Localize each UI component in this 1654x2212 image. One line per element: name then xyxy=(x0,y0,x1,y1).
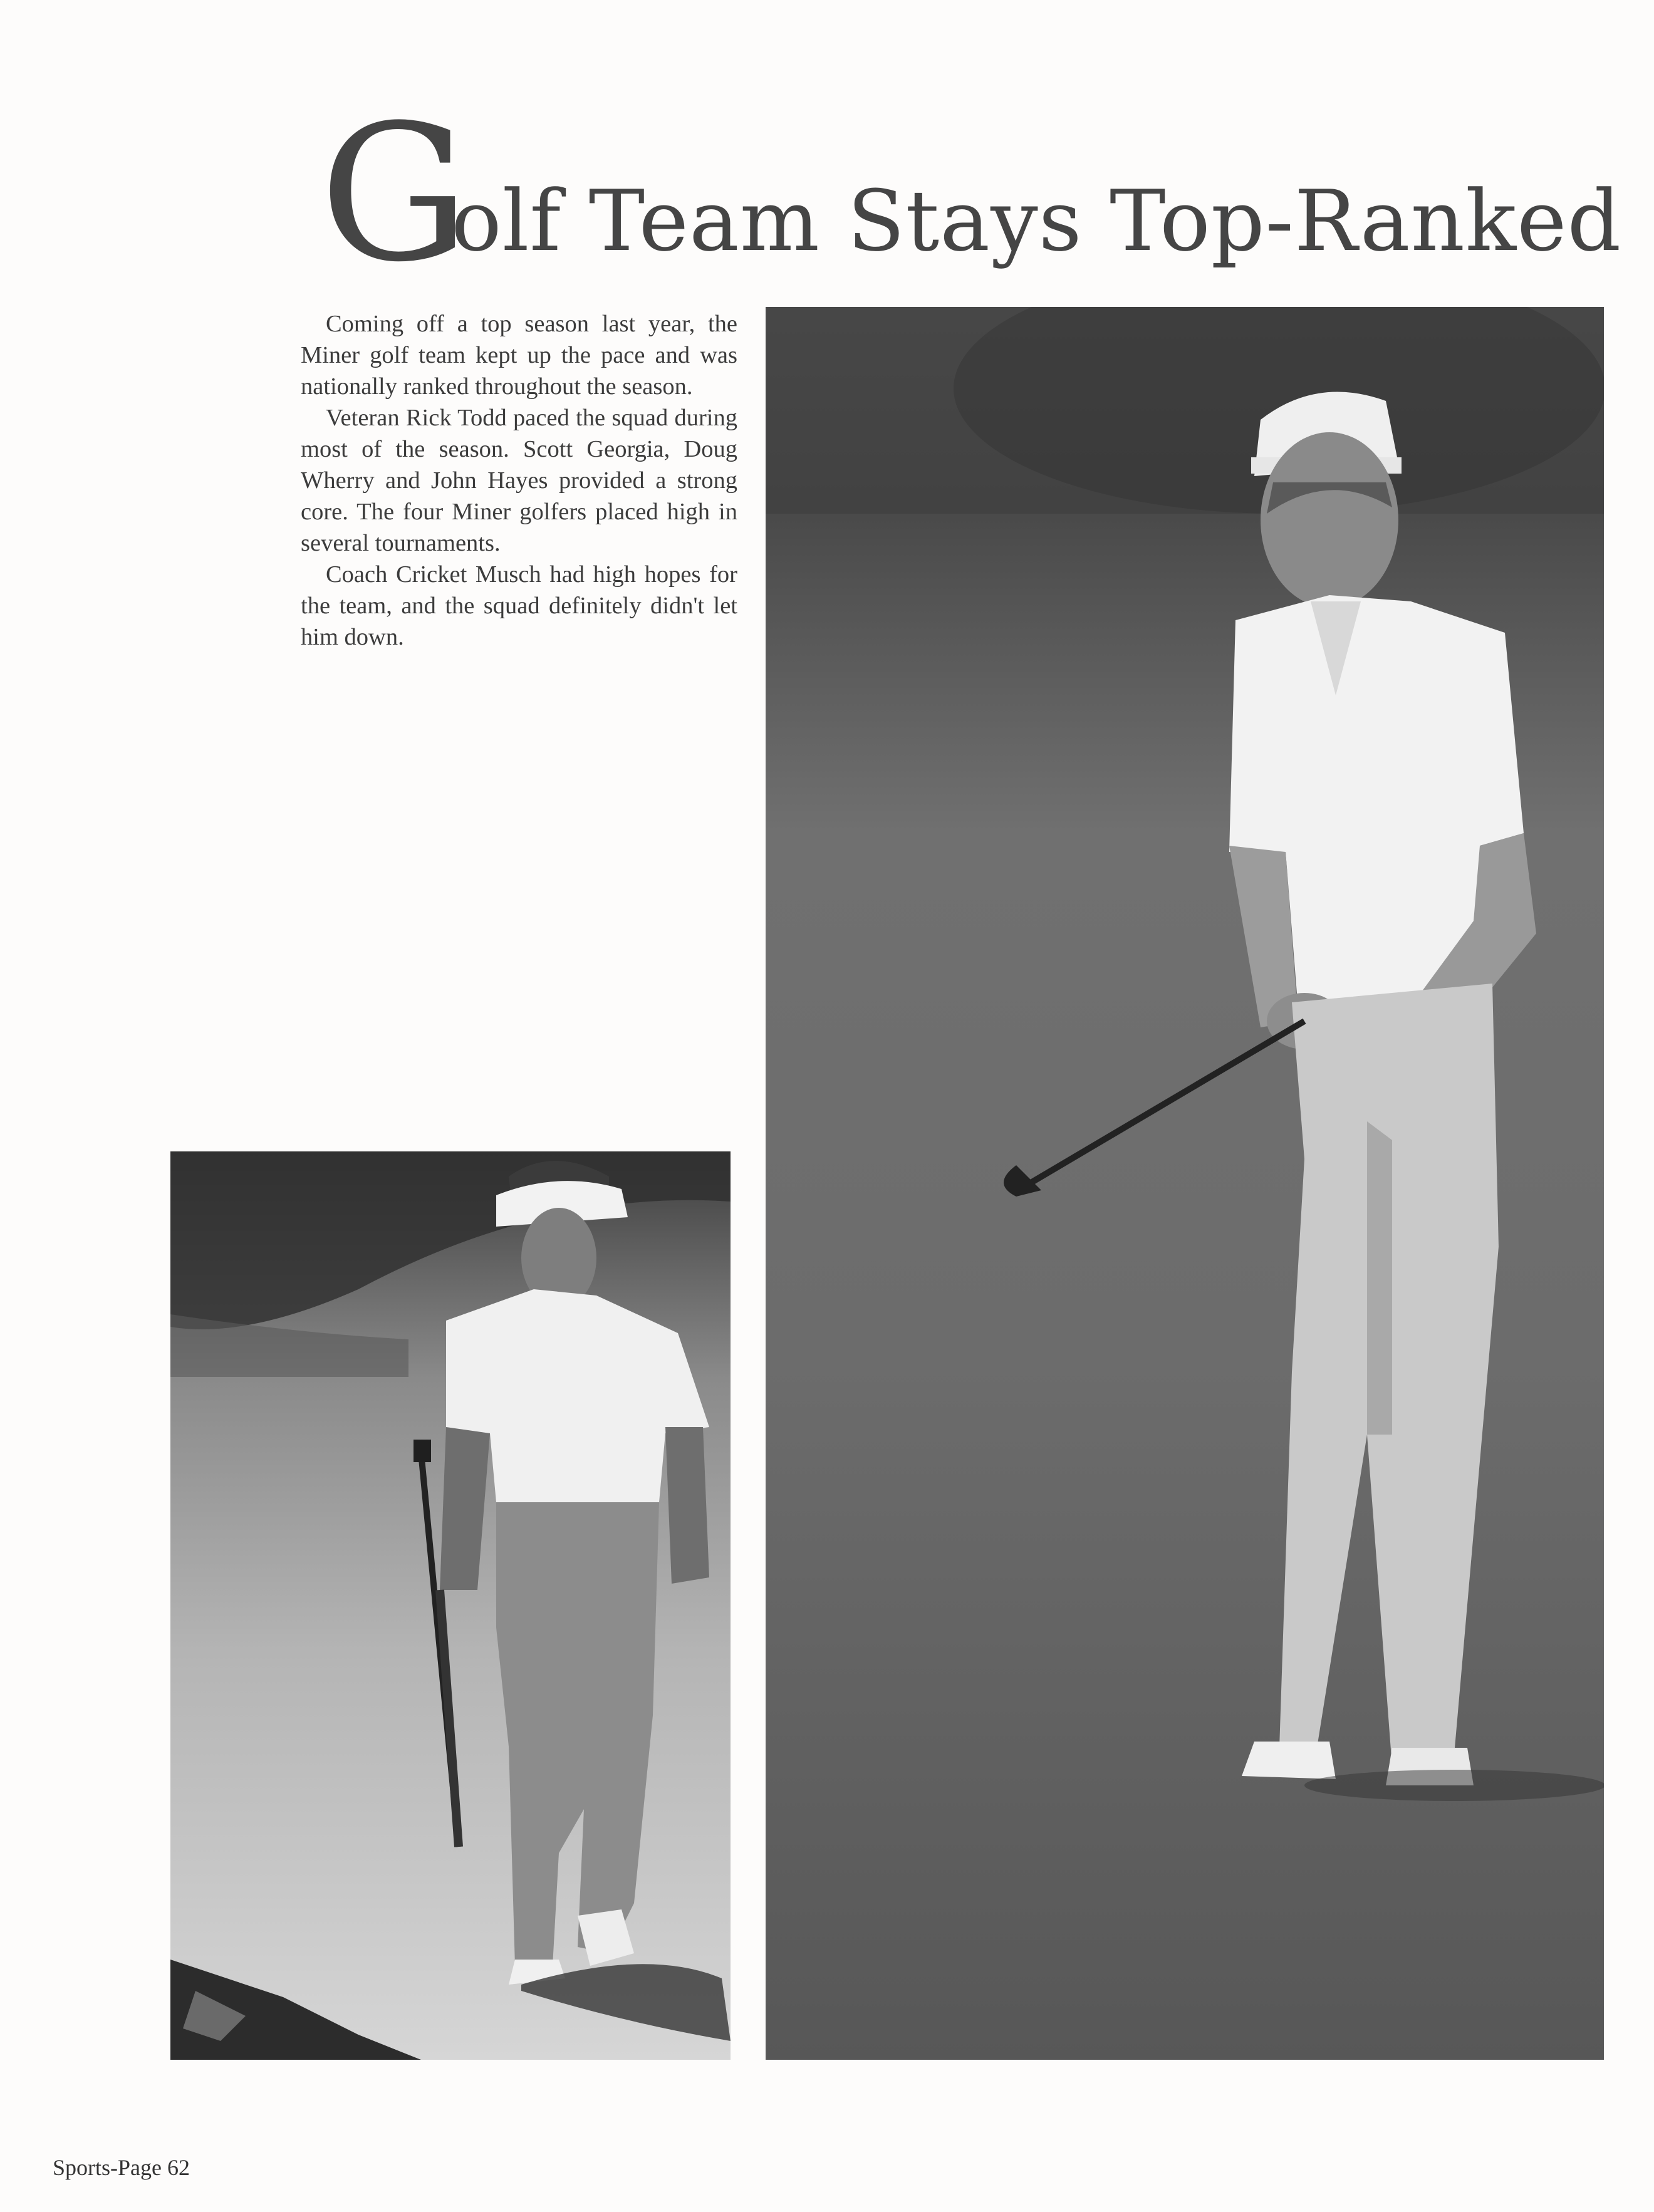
golfer-walking-photo-image xyxy=(170,1151,731,2060)
page-number: Sports-Page 62 xyxy=(53,2155,190,2180)
page-headline xyxy=(320,85,1648,303)
article-paragraph: Coach Cricket Musch had high hopes for the team, and the squad definitely didn't let him down. xyxy=(301,561,737,650)
golfer-putter-photo-image xyxy=(766,307,1604,2060)
article-paragraph: Veteran Rick Todd paced the squad during most of the season. Scott Georgia, Doug Wherry and John Hayes provided a strong core. The four Miner golfers placed high in several tournaments. xyxy=(301,405,737,556)
article-paragraph: Coming off a top season last year, the Miner golf team kept up the pace and was nationally ranked throughout the season. xyxy=(301,311,737,400)
golfer-putter-photo xyxy=(766,307,1604,2060)
article-body xyxy=(301,308,737,653)
golfer-walking-photo xyxy=(170,1151,731,2060)
headline-text: olf Team Stays Top-Ranked xyxy=(451,172,1622,270)
headline-drop-cap: G xyxy=(320,85,466,303)
